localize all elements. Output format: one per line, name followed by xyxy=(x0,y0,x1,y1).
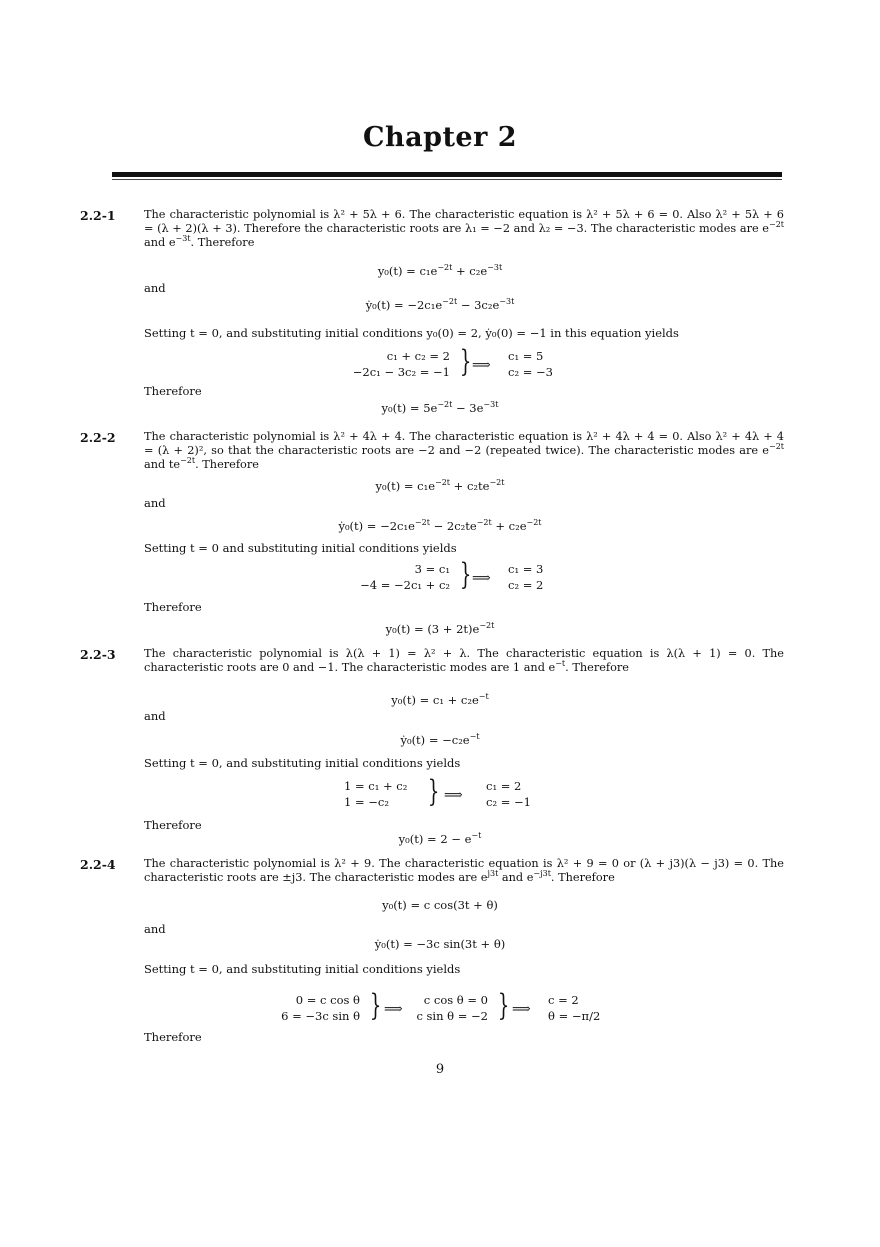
title-rule-thin xyxy=(112,179,782,180)
problem-number: 2.2-2 xyxy=(80,430,116,445)
result-equation: $y_0(t) = (3 + 2t)e^{-2t}$ xyxy=(385,621,495,636)
therefore-label: Therefore xyxy=(144,818,202,832)
brace: } xyxy=(459,557,472,592)
equation-y0: $y_0(t) = c_1e^{-2t} + c_2e^{-3t}$ xyxy=(377,263,503,278)
system-right-line: c₁ = 2 xyxy=(486,779,522,793)
system-left-line: 0 = c cos θ xyxy=(295,993,360,1007)
problem-intro: The characteristic polynomial is λ² + 4λ + 4. The characteristic equation is λ² + 4λ + 4 = 0. Also λ² + 4λ + 4 = (λ + 2)², so that the characteristic roots are −2 and −2 (repeated twice). The characteristic modes are $e^{-2t}$ and $te^{-2t}$. Therefore xyxy=(144,430,784,472)
equation-ydot: ẏ₀(t) = −3c sin(3t + θ) xyxy=(374,937,506,951)
system-left-line: −4 = −2c₁ + c₂ xyxy=(360,578,450,592)
problem-intro: The characteristic polynomial is λ² + 9. The characteristic equation is λ² + 9 = 0 or (λ + j3)(λ − j3) = 0. The characteristic roots are ±j3. The characteristic modes are $e^{j3t}$ and $e^{-j3t}$. Therefore xyxy=(144,857,784,885)
problem-intro: The characteristic polynomial is λ(λ + 1) = λ² + λ. The characteristic equation is λ(λ + 1) = 0. The characteristic roots are 0 and −1. The characteristic modes are 1 and $e^{-t}$. Therefore xyxy=(144,647,784,675)
setting-text: Setting t = 0, and substituting initial conditions yields xyxy=(144,962,461,976)
system-right-line: c₂ = −1 xyxy=(486,795,531,809)
system-middle xyxy=(404,992,488,1024)
result-equation: $y_0(t) = 5e^{-2t} - 3e^{-3t}$ xyxy=(381,400,499,415)
system-left xyxy=(300,348,450,380)
system-middle-line: c sin θ = −2 xyxy=(416,1009,488,1023)
brace: } xyxy=(497,988,510,1023)
system-right xyxy=(508,348,553,380)
system-right-line: c₁ = 5 xyxy=(508,349,544,363)
brace: } xyxy=(369,988,382,1023)
therefore-label: Therefore xyxy=(144,1030,202,1044)
equation-ydot: ẏ₀(t) = $-2c_1e^{-2t} - 3c_2e^{-3t}$ xyxy=(365,297,515,312)
problem-number: 2.2-1 xyxy=(80,208,116,223)
page-number: 9 xyxy=(435,1062,445,1077)
system-left-line: c₁ + c₂ = 2 xyxy=(386,349,450,363)
system-right-line: c₂ = 2 xyxy=(508,578,544,592)
implies-arrow: ⟹ xyxy=(444,788,463,803)
system-left-line: 1 = c₁ + c₂ xyxy=(344,779,408,793)
setting-text: Setting t = 0, and substituting initial conditions yields xyxy=(144,756,461,770)
system-right-line: c = 2 xyxy=(548,993,579,1007)
problem-number: 2.2-3 xyxy=(80,647,116,662)
system-right xyxy=(548,992,600,1024)
therefore-label: Therefore xyxy=(144,600,202,614)
system-left-line: 1 = −c₂ xyxy=(344,795,389,809)
equation-ydot: ẏ₀(t) = $-2c_1e^{-2t} - 2c_2te^{-2t} + c_2e^{-2t}$ xyxy=(338,518,542,533)
system-left xyxy=(300,561,450,593)
equation-y0: $y_0(t) = c_1 + c_2e^{-t}$ xyxy=(391,692,489,707)
problem-intro: The characteristic polynomial is λ² + 5λ + 6. The characteristic equation is λ² + 5λ + 6 = 0. Also λ² + 5λ + 6 = (λ + 2)(λ + 3). Therefore the characteristic roots are λ₁ = −2 and λ₂ = −3. The characteristic modes are $e^{-2t}$ and $e^{-3t}$. Therefore xyxy=(144,208,784,250)
and-label: and xyxy=(144,922,166,936)
and-label: and xyxy=(144,281,166,295)
title-rule-thick xyxy=(112,172,782,177)
implies-arrow: ⟹ xyxy=(384,1002,403,1017)
implies-arrow: ⟹ xyxy=(472,358,491,373)
chapter-title: Chapter 2 xyxy=(362,122,518,153)
system-right xyxy=(508,561,543,593)
equation-ydot: ẏ₀(t) = $-c_2e^{-t}$ xyxy=(400,732,480,747)
and-label: and xyxy=(144,709,166,723)
system-left xyxy=(240,992,360,1024)
result-equation: $y_0(t) = 2 - e^{-t}$ xyxy=(398,831,482,846)
system-right-line: c₂ = −3 xyxy=(508,365,553,379)
equation-y0: y₀(t) = c cos(3t + θ) xyxy=(382,898,498,912)
system-right-line: c₁ = 3 xyxy=(508,562,544,576)
equation-y0: $y_0(t) = c_1e^{-2t} + c_2te^{-2t}$ xyxy=(375,478,505,493)
brace: } xyxy=(459,344,472,379)
system-left-line: 3 = c₁ xyxy=(414,562,450,576)
system-left-line: 6 = −3c sin θ xyxy=(281,1009,360,1023)
setting-text: Setting t = 0 and substituting initial conditions yields xyxy=(144,541,457,555)
system-right-line: θ = −π/2 xyxy=(548,1009,601,1023)
setting-text: Setting t = 0, and substituting initial conditions y₀(0) = 2, ẏ₀(0) = −1 in this equation yields xyxy=(144,326,679,340)
system-left-line: −2c₁ − 3c₂ = −1 xyxy=(352,365,450,379)
therefore-label: Therefore xyxy=(144,384,202,398)
problem-number: 2.2-4 xyxy=(80,857,116,872)
system-left xyxy=(344,778,407,810)
brace: } xyxy=(427,774,440,809)
system-right xyxy=(486,778,531,810)
implies-arrow: ⟹ xyxy=(472,571,491,586)
implies-arrow: ⟹ xyxy=(512,1002,531,1017)
and-label: and xyxy=(144,496,166,510)
system-middle-line: c cos θ = 0 xyxy=(423,993,488,1007)
